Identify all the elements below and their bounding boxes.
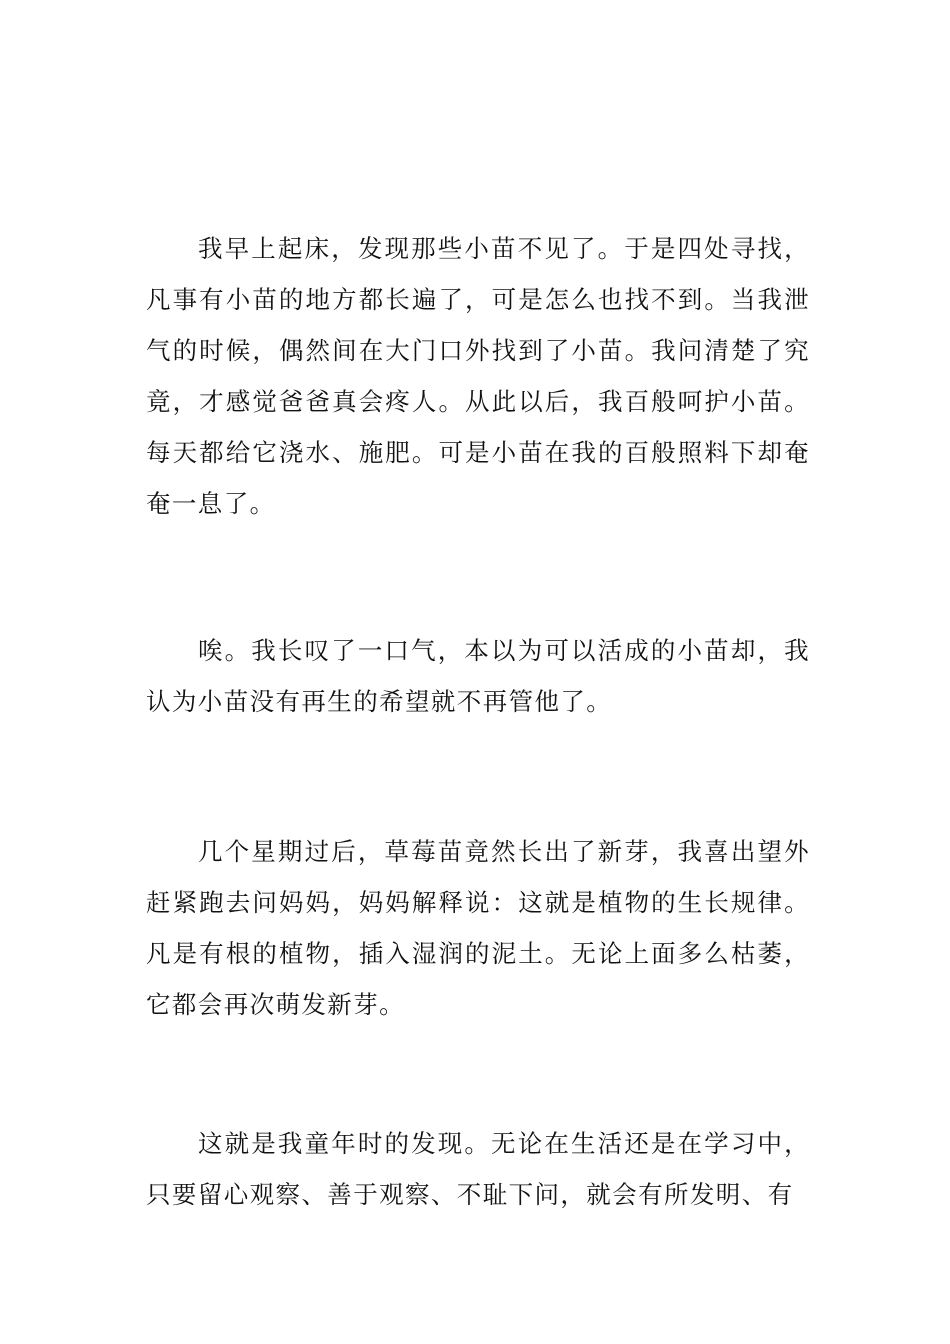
paragraph-3: 几个星期过后，草莓苗竟然长出了新芽，我喜出望外赶紧跑去问妈妈，妈妈解释说：这就是植物的生长规律。凡是有根的植物，插入湿润的泥土。无论上面多么枯萎，它都会再次萌发新芽。 xyxy=(146,837,810,1019)
paragraph-4: 这就是我童年时的发现。无论在生活还是在学习中，只要留心观察、善于观察、不耻下问，就会有所发明、有 xyxy=(146,1129,810,1209)
paragraph-1: 我早上起床，发现那些小苗不见了。于是四处寻找，凡事有小苗的地方都长遍了，可是怎么也找不到。当我泄气的时候，偶然间在大门口外找到了小苗。我问清楚了究竟，才感觉爸爸真会疼人。从此以后，我百般呵护小苗。每天都给它浇水、施肥。可是小苗在我的百般照料下却奄奄一息了。 xyxy=(146,234,810,518)
paragraph-2: 唉。我长叹了一口气，本以为可以活成的小苗却，我认为小苗没有再生的希望就不再管他了。 xyxy=(146,636,810,716)
